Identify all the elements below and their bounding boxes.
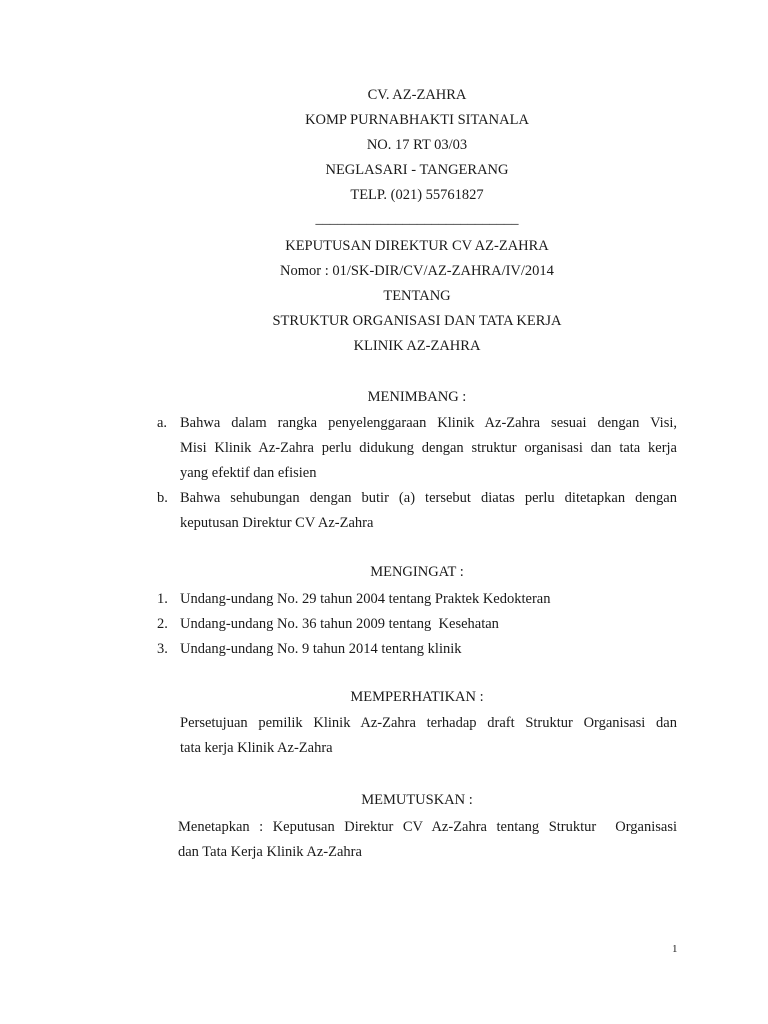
address-line-3: NEGLASARI - TANGERANG [325, 162, 509, 178]
menimbang-item-text [180, 411, 677, 486]
phone-number: TELP. (021) 55761827 [350, 187, 484, 203]
text-line: Undang-undang No. 36 tahun 2009 tentang Kesehatan [180, 616, 499, 632]
list-marker: a. [157, 415, 168, 431]
text-line: Persetujuan pemilik Klinik Az-Zahra terhadap draft Struktur Organisasi dan [180, 715, 677, 731]
memutuskan-heading: MEMUTUSKAN : [361, 792, 473, 808]
mengingat-heading: MENGINGAT : [370, 564, 464, 580]
menimbang-item-text [180, 486, 677, 536]
list-marker: 3. [157, 641, 168, 657]
mengingat-item-text [180, 587, 677, 612]
address-line-1: KOMP PURNABHAKTI SITANALA [305, 112, 529, 128]
address-line-2: NO. 17 RT 03/03 [366, 137, 468, 153]
text-line: dan Tata Kerja Klinik Az-Zahra [178, 844, 362, 860]
text-line: yang efektif dan efisien [180, 465, 317, 481]
mengingat-item-text [180, 612, 677, 637]
decree-title: KEPUTUSAN DIREKTUR CV AZ-ZAHRA [285, 238, 549, 254]
decree-subject-1: STRUKTUR ORGANISASI DAN TATA KERJA [272, 313, 562, 329]
text-line: keputusan Direktur CV Az-Zahra [180, 515, 374, 531]
list-marker: 2. [157, 616, 168, 632]
memperhatikan-text [180, 711, 677, 761]
text-line: Menetapkan : Keputusan Direktur CV Az-Zahra tentang Struktur Organisasi [178, 819, 677, 835]
list-marker: 1. [157, 591, 168, 607]
text-line: tata kerja Klinik Az-Zahra [180, 740, 333, 756]
memutuskan-text [178, 815, 677, 865]
decree-about: TENTANG [383, 288, 451, 304]
text-line: Bahwa dalam rangka penyelenggaraan Klinik Az-Zahra sesuai dengan Visi, [180, 415, 677, 431]
company-name: CV. AZ-ZAHRA [367, 87, 467, 103]
page-number: 1 [672, 943, 678, 955]
text-line: Misi Klinik Az-Zahra perlu didukung dengan struktur organisasi dan tata kerja [180, 440, 677, 456]
menimbang-heading: MENIMBANG : [367, 389, 467, 405]
mengingat-item-text [180, 637, 677, 662]
decree-number: Nomor : 01/SK-DIR/CV/AZ-ZAHRA/IV/2014 [280, 263, 554, 279]
list-marker: b. [157, 490, 168, 506]
text-line: Bahwa sehubungan dengan butir (a) tersebut diatas perlu ditetapkan dengan [180, 490, 677, 506]
memperhatikan-heading: MEMPERHATIKAN : [350, 689, 484, 705]
text-line: Undang-undang No. 29 tahun 2004 tentang Praktek Kedokteran [180, 591, 551, 607]
decree-subject-2: KLINIK AZ-ZAHRA [353, 338, 481, 354]
text-line: Undang-undang No. 9 tahun 2014 tentang klinik [180, 641, 462, 657]
header-divider: ____________________________ [315, 211, 519, 227]
